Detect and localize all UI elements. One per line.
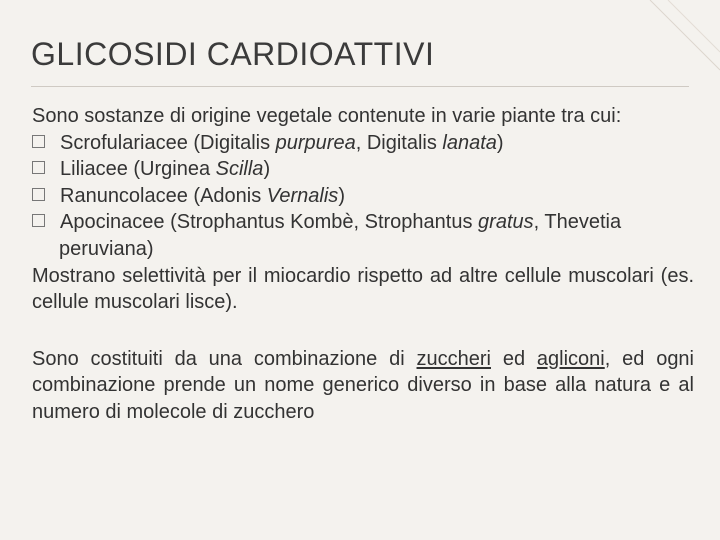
selectivity-text: Mostrano selettività per il miocardio rispetto ad altre cellule muscolari (es. cellule muscolari lisce). — [32, 264, 694, 314]
checkbox-bullet-icon — [32, 135, 45, 148]
checkbox-bullet-icon — [32, 188, 45, 201]
list-item-text: Apocinacee (Strophantus Kombè, Strophantus — [60, 211, 479, 234]
composition-tail: , ed ogni combinazione prende un nome generico diverso in base alla natura e al numero di molecole di zucchero — [32, 347, 695, 423]
species-name: gratus — [478, 211, 534, 234]
species-name: Scilla — [215, 158, 264, 181]
list-item-text: ) — [338, 184, 345, 207]
list-item — [32, 130, 694, 157]
list-item-text: ) — [496, 131, 504, 154]
list-item-text: Liliacee (Urginea — [60, 158, 216, 181]
composition-mid: ed — [491, 347, 537, 370]
slide-content — [32, 103, 694, 426]
composition-lead: Sono costituiti da una combinazione di — [32, 347, 417, 370]
title-divider — [31, 86, 689, 87]
term-agliconi: agliconi — [536, 347, 605, 370]
list-item — [32, 156, 694, 183]
list-item-text: , Digitalis — [355, 131, 443, 154]
list-item — [32, 183, 694, 210]
species-name: purpurea — [275, 131, 356, 154]
list-item-text: Scrofulariacee (Digitalis — [60, 131, 276, 154]
composition-text — [32, 346, 694, 426]
term-zuccheri: zuccheri — [416, 347, 491, 370]
plant-family-list — [32, 130, 694, 263]
species-name: Vernalis — [266, 184, 339, 207]
page-title: GLICOSIDI CARDIOATTIVI — [31, 36, 435, 72]
checkbox-bullet-icon — [32, 214, 45, 227]
list-item — [32, 209, 694, 262]
list-item-text: Ranuncolacee (Adonis — [60, 184, 267, 207]
checkbox-bullet-icon — [32, 161, 45, 174]
list-item-text: , Thevetia peruviana) — [59, 211, 622, 260]
list-item-text: ) — [263, 158, 271, 181]
species-name: lanata — [442, 131, 497, 154]
intro-text: Sono sostanze di origine vegetale contenute in varie piante tra cui: — [32, 105, 622, 127]
